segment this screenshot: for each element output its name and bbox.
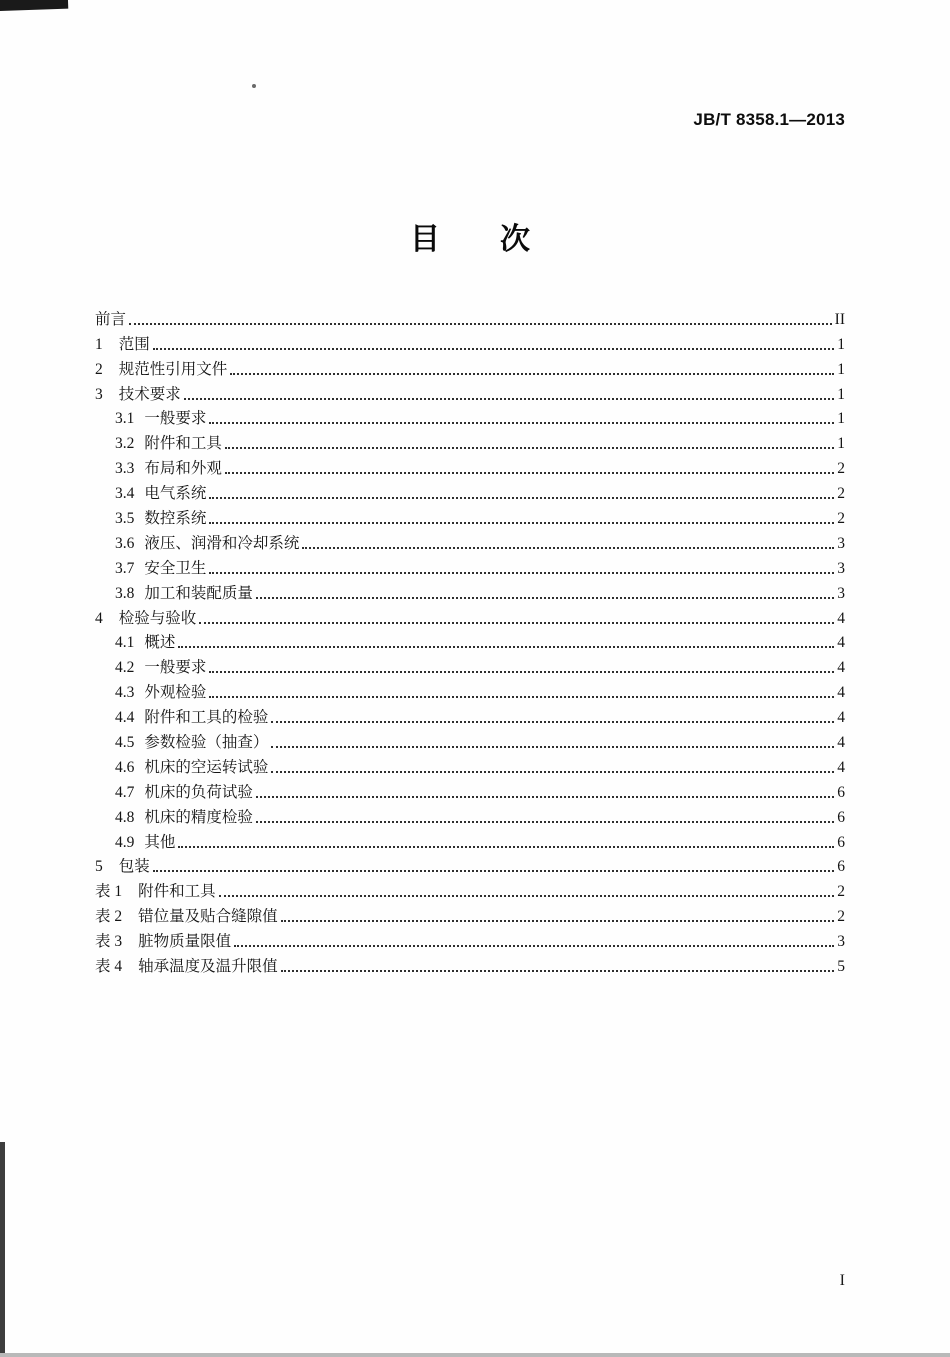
toc-entry-page: 3 [837, 584, 845, 602]
toc-entry-label: 数控系统 [144, 510, 207, 528]
toc-entry-number: 4.4 [115, 709, 135, 727]
toc-entry-page: 2 [837, 883, 845, 901]
toc-entry [95, 652, 845, 677]
toc-entry-page: 4 [837, 659, 845, 677]
toc-leader-dots [153, 870, 834, 872]
toc [95, 304, 845, 976]
toc-entry-number: 4.6 [115, 758, 135, 776]
toc-entry [95, 926, 845, 951]
toc-entry-page: 1 [837, 360, 845, 378]
toc-entry-page: 4 [837, 634, 845, 652]
toc-entry [95, 428, 845, 453]
toc-entry-number: 3.3 [115, 460, 135, 478]
toc-entry-page: 2 [837, 460, 845, 478]
toc-entry [95, 304, 845, 329]
toc-entry-page: 6 [837, 833, 845, 851]
toc-leader-dots [209, 522, 834, 524]
toc-entry-label: 液压、润滑和冷却系统 [144, 534, 300, 552]
scan-artifact-top-left [0, 0, 68, 11]
toc-entry-label: 安全卫生 [144, 559, 207, 577]
toc-entry [95, 354, 845, 379]
toc-entry-page: 4 [837, 758, 845, 776]
toc-leader-dots [225, 472, 834, 474]
toc-entry-label: 附件和工具的检验 [144, 709, 269, 727]
toc-entry-number: 表 2 [95, 908, 123, 926]
toc-entry-label: 错位量及贴合缝隙值 [138, 908, 278, 926]
toc-entry-label: 外观检验 [144, 684, 207, 702]
toc-leader-dots [184, 398, 834, 400]
toc-leader-dots [281, 970, 835, 972]
toc-entry-number: 3 [95, 385, 103, 403]
toc-leader-dots [199, 622, 834, 624]
toc-entry-page: 6 [837, 783, 845, 801]
toc-entry-label: 脏物质量限值 [138, 933, 232, 951]
toc-entry [95, 727, 845, 752]
toc-entry-page: 2 [837, 485, 845, 503]
toc-entry-label: 布局和外观 [144, 460, 222, 478]
toc-entry [95, 876, 845, 901]
toc-entry [95, 827, 845, 852]
toc-leader-dots [153, 348, 834, 350]
toc-entry [95, 379, 845, 404]
toc-leader-dots [209, 422, 834, 424]
toc-leader-dots [209, 671, 834, 673]
toc-entry-number: 表 3 [95, 933, 123, 951]
toc-entry-number: 3.2 [115, 435, 135, 453]
toc-entry [95, 603, 845, 628]
toc-entry-page: 4 [837, 609, 845, 627]
toc-entry [95, 628, 845, 653]
toc-entry-label: 加工和装配质量 [144, 584, 253, 602]
toc-entry [95, 752, 845, 777]
toc-entry-label: 一般要求 [144, 410, 207, 428]
toc-entry [95, 802, 845, 827]
toc-entry-page: 5 [837, 958, 845, 976]
toc-entry-page: 3 [837, 534, 845, 552]
toc-entry-number: 3.4 [115, 485, 135, 503]
toc-entry-number: 4.7 [115, 783, 135, 801]
toc-entry [95, 677, 845, 702]
toc-entry-label: 机床的空运转试验 [144, 758, 269, 776]
toc-entry-label: 机床的负荷试验 [144, 783, 253, 801]
toc-entry-label: 概述 [144, 634, 176, 652]
toc-entry-page: 4 [837, 709, 845, 727]
toc-entry-page: 6 [837, 808, 845, 826]
toc-entry-page: II [834, 310, 845, 328]
toc-leader-dots [129, 323, 832, 325]
toc-leader-dots [219, 895, 835, 897]
toc-entry-number: 表 4 [95, 958, 123, 976]
toc-entry-number: 4.5 [115, 734, 135, 752]
toc-leader-dots [209, 497, 834, 499]
toc-entry-page: 6 [837, 858, 845, 876]
toc-entry-page: 4 [837, 684, 845, 702]
toc-leader-dots [230, 373, 834, 375]
toc-entry-page: 2 [837, 510, 845, 528]
toc-entry-page: 3 [837, 933, 845, 951]
toc-entry-number: 3.6 [115, 534, 135, 552]
toc-entry-number: 表 1 [95, 883, 123, 901]
toc-entry [95, 478, 845, 503]
toc-leader-dots [256, 597, 834, 599]
toc-entry [95, 951, 845, 976]
scan-artifact-bottom-edge [0, 1353, 950, 1357]
toc-entry-number: 3.7 [115, 559, 135, 577]
toc-leader-dots [178, 646, 834, 648]
toc-leader-dots [271, 771, 834, 773]
toc-entry [95, 852, 845, 877]
toc-entry [95, 578, 845, 603]
toc-entry-label: 附件和工具 [138, 883, 216, 901]
toc-entry-label: 附件和工具 [144, 435, 222, 453]
toc-leader-dots [302, 547, 834, 549]
toc-entry-page: 1 [837, 335, 845, 353]
toc-entry-label: 前言 [95, 310, 127, 328]
toc-entry-label: 轴承温度及温升限值 [138, 958, 278, 976]
toc-entry [95, 901, 845, 926]
toc-entry [95, 329, 845, 354]
standard-number: JB/T 8358.1—2013 [693, 110, 845, 129]
page-title: 目 次 [410, 223, 530, 256]
toc-entry-label: 机床的精度检验 [144, 808, 253, 826]
toc-entry-page: 1 [837, 410, 845, 428]
toc-entry-number: 4.9 [115, 833, 135, 851]
toc-entry-number: 3.1 [115, 410, 135, 428]
toc-entry-number: 4.3 [115, 684, 135, 702]
toc-entry-number: 1 [95, 335, 103, 353]
toc-entry-page: 2 [837, 908, 845, 926]
toc-leader-dots [256, 796, 834, 798]
toc-entry [95, 453, 845, 478]
toc-leader-dots [281, 920, 835, 922]
footer-page-number: I [839, 1272, 845, 1289]
toc-leader-dots [209, 572, 834, 574]
toc-entry-label: 包装 [118, 858, 150, 876]
page-content [95, 0, 845, 976]
toc-entry-label: 其他 [144, 833, 176, 851]
scan-artifact-bottom-left [0, 1142, 5, 1357]
toc-entry-number: 4.2 [115, 659, 135, 677]
toc-entry [95, 702, 845, 727]
toc-leader-dots [209, 696, 834, 698]
toc-entry-number: 3.8 [115, 584, 135, 602]
toc-entry-label: 技术要求 [118, 385, 181, 403]
toc-entry-label: 检验与验收 [118, 609, 197, 627]
toc-entry-page: 3 [837, 559, 845, 577]
toc-entry-page: 1 [837, 385, 845, 403]
toc-leader-dots [178, 846, 834, 848]
toc-entry-number: 2 [95, 360, 103, 378]
toc-leader-dots [271, 746, 834, 748]
toc-leader-dots [271, 721, 834, 723]
toc-entry-number: 4.8 [115, 808, 135, 826]
toc-entry-number: 3.5 [115, 510, 135, 528]
toc-entry [95, 503, 845, 528]
toc-entry [95, 777, 845, 802]
toc-entry-number: 5 [95, 858, 103, 876]
toc-leader-dots [234, 945, 834, 947]
toc-entry-number: 4.1 [115, 634, 135, 652]
toc-entry [95, 404, 845, 429]
toc-entry [95, 528, 845, 553]
toc-entry-page: 1 [837, 435, 845, 453]
toc-leader-dots [225, 447, 834, 449]
toc-entry-label: 规范性引用文件 [118, 360, 228, 378]
toc-entry-page: 4 [837, 734, 845, 752]
toc-entry-label: 参数检验（抽查） [144, 734, 269, 752]
toc-entry [95, 553, 845, 578]
toc-entry-number: 4 [95, 609, 103, 627]
toc-entry-label: 电气系统 [144, 485, 207, 503]
toc-entry-label: 一般要求 [144, 659, 207, 677]
toc-entry-label: 范围 [118, 335, 150, 353]
toc-leader-dots [256, 821, 834, 823]
